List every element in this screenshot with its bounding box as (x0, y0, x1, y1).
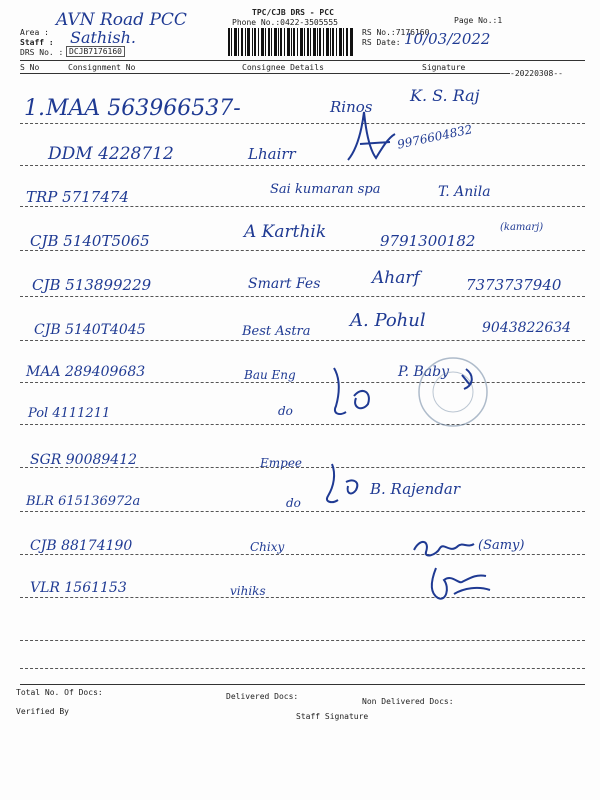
date-code: -20220308-- (510, 69, 563, 78)
col-consignee: Consignee Details (242, 63, 324, 72)
consignment-number: DDM 4228712 (48, 144, 174, 164)
phone-number: Phone No.:0422-3505555 (232, 18, 338, 27)
consignment-number: MAA 563966537- (46, 96, 241, 121)
ruling-line (20, 165, 585, 166)
receiver-note: (kamarj) (500, 222, 544, 233)
receiver-phone: 9043822634 (482, 320, 572, 336)
consignee-name: Smart Fes (248, 276, 321, 292)
rs-number: RS No.:7176160 (362, 28, 430, 37)
consignee-name: vihiks (230, 584, 266, 598)
ruling-line (20, 668, 585, 669)
header-rule-bottom (20, 73, 510, 74)
consignee-name: Best Astra (242, 324, 311, 339)
consignment-number: BLR 615136972a (26, 494, 141, 509)
handwritten-signature (424, 564, 494, 604)
ruling-line (20, 554, 585, 555)
receiver-signature: T. Anila (438, 184, 491, 200)
consignment-number: TRP 5717474 (26, 188, 129, 206)
ruling-line (20, 382, 585, 383)
consignee-name: A Karthik (244, 222, 327, 242)
col-consignment: Consignment No (68, 63, 136, 72)
consignee-name: Rinos (330, 98, 373, 116)
ruling-line (20, 250, 585, 251)
consignment-number: Pol 4111211 (28, 406, 111, 421)
receiver-signature: Aharf (372, 268, 420, 288)
consignee-name: Chixy (250, 540, 285, 554)
consignment-number: CJB 513899229 (32, 276, 152, 294)
footer-rule (20, 684, 585, 685)
consignee-name: Empee (260, 456, 303, 470)
drs-label: DRS No. : (20, 48, 64, 57)
receiver-signature: A. Pohul (350, 310, 426, 331)
receiver-signature: B. Rajendar (370, 480, 461, 498)
non-delivered-docs-label: Non Delivered Docs: (362, 697, 454, 706)
consignee-name: do (278, 404, 293, 418)
consignee-name: Sai kumaran spa (270, 182, 381, 197)
rs-date-label: RS Date: (362, 38, 401, 47)
ruling-line (20, 296, 585, 297)
col-signature: Signature (422, 63, 466, 72)
staff-label: Staff : (20, 38, 54, 47)
ruling-line (20, 123, 585, 124)
header-rule-top (20, 60, 585, 61)
area-value: AVN Road PCC (56, 10, 187, 30)
receiver-phone: 9791300182 (380, 232, 476, 250)
consignment-number: CJB 5140T4045 (34, 322, 146, 338)
rs-date-value: 10/03/2022 (404, 30, 491, 48)
ruling-line (20, 340, 585, 341)
total-docs-label: Total No. Of Docs: (16, 688, 103, 697)
col-sno: S No (20, 63, 40, 72)
delivered-docs-label: Delivered Docs: (226, 692, 299, 701)
rubber-stamp (416, 355, 490, 429)
verified-by-label: Verified By (16, 707, 69, 716)
consignment-number: SGR 90089412 (30, 452, 138, 468)
area-label: Area : (20, 28, 49, 37)
receiver-signature: K. S. Raj (410, 86, 480, 105)
receiver-signature: (Samy) (478, 538, 525, 553)
handwritten-signature (340, 108, 400, 168)
receiver-phone: 7373737940 (466, 276, 562, 294)
consignee-name: Bau Eng (244, 368, 296, 382)
barcode (228, 28, 353, 56)
sheet-title: TPC/CJB DRS - PCC (252, 8, 334, 17)
ruling-line (20, 640, 585, 641)
receiver-phone: 9976604832 (396, 122, 474, 152)
staff-signature-label: Staff Signature (296, 712, 369, 721)
receiver-signature: P. Baby (398, 364, 449, 380)
consignee-name: Lhairr (248, 145, 296, 163)
handwritten-signature (326, 362, 386, 422)
drs-number: DCJB7176160 (66, 46, 125, 57)
ruling-line (20, 597, 585, 598)
consignment-number: MAA 289409683 (26, 364, 146, 380)
staff-value: Sathish. (70, 28, 136, 47)
entry-sno: 1. (24, 96, 45, 121)
ruling-line (20, 206, 585, 207)
consignee-name: do (286, 496, 301, 510)
ruling-line (20, 511, 585, 512)
consignment-number: CJB 5140T5065 (30, 232, 150, 250)
consignment-number: VLR 1561153 (30, 580, 127, 596)
page-number: Page No.:1 (454, 16, 503, 25)
ruling-line (20, 424, 585, 425)
consignment-number: CJB 88174190 (30, 538, 133, 554)
handwritten-signature (410, 534, 476, 560)
